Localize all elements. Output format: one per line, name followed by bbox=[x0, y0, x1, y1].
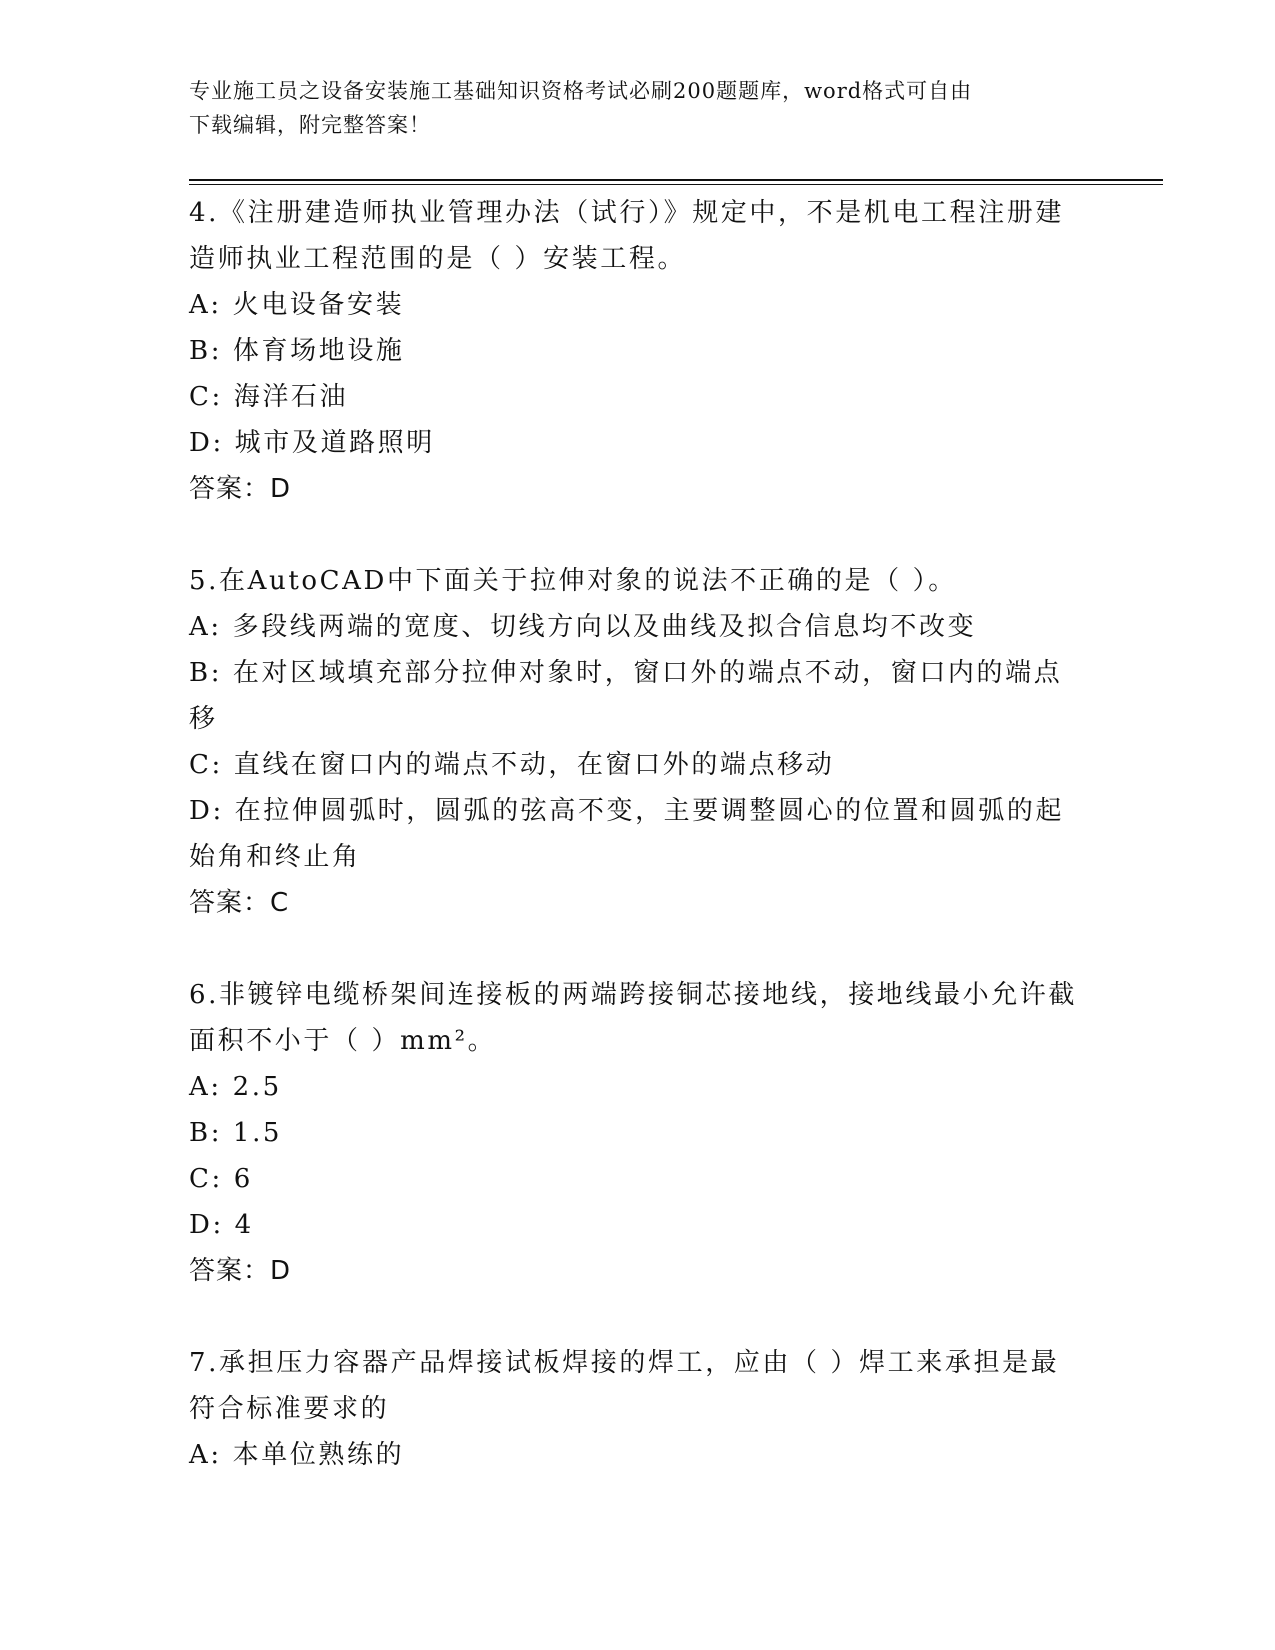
question-7 bbox=[189, 1340, 1089, 1478]
header-line-2: 下载编辑，附完整答案！ bbox=[189, 113, 431, 137]
option-a: A: 火电设备安装 bbox=[189, 290, 405, 320]
option-b: B: 在对区域填充部分拉伸对象时，窗口外的端点不动，窗口内的端点移 bbox=[189, 658, 1063, 734]
option-d: D: 4 bbox=[189, 1210, 254, 1240]
question-stem: 4.《注册建造师执业管理办法（试行）》规定中，不是机电工程注册建造师执业工程范围的是（ ）安装工程。 bbox=[189, 198, 1065, 274]
header-divider-thin bbox=[189, 184, 1163, 185]
option-c: C: 6 bbox=[189, 1164, 253, 1194]
header-divider bbox=[189, 179, 1163, 181]
question-4 bbox=[189, 190, 1089, 512]
document-header bbox=[189, 74, 1079, 142]
question-5 bbox=[189, 558, 1089, 926]
option-a: A: 本单位熟练的 bbox=[189, 1440, 405, 1470]
option-c: C: 海洋石油 bbox=[189, 382, 349, 412]
question-stem: 6.非镀锌电缆桥架间连接板的两端跨接铜芯接地线，接地线最小允许截面积不小于（ ）mm²。 bbox=[189, 980, 1078, 1056]
answer-line: 答案：D bbox=[189, 1256, 292, 1286]
question-stem: 7.承担压力容器产品焊接试板焊接的焊工，应由（ ）焊工来承担是最符合标准要求的 bbox=[189, 1348, 1060, 1424]
option-b: B: 体育场地设施 bbox=[189, 336, 405, 366]
option-d: D: 城市及道路照明 bbox=[189, 428, 435, 458]
question-stem: 5.在AutoCAD中下面关于拉伸对象的说法不正确的是（ ）。 bbox=[189, 566, 957, 596]
option-a: A: 多段线两端的宽度、切线方向以及曲线及拟合信息均不改变 bbox=[189, 612, 977, 642]
question-6 bbox=[189, 972, 1089, 1294]
option-a: A: 2.5 bbox=[189, 1072, 282, 1102]
answer-line: 答案：C bbox=[189, 888, 290, 918]
option-d: D: 在拉伸圆弧时，圆弧的弦高不变，主要调整圆心的位置和圆弧的起始角和终止角 bbox=[189, 796, 1065, 872]
question-list bbox=[189, 190, 1089, 1524]
option-b: B: 1.5 bbox=[189, 1118, 283, 1148]
header-line-1: 专业施工员之设备安装施工基础知识资格考试必刷200题题库，word格式可自由 bbox=[189, 79, 973, 103]
option-c: C: 直线在窗口内的端点不动，在窗口外的端点移动 bbox=[189, 750, 835, 780]
answer-line: 答案：D bbox=[189, 474, 292, 504]
